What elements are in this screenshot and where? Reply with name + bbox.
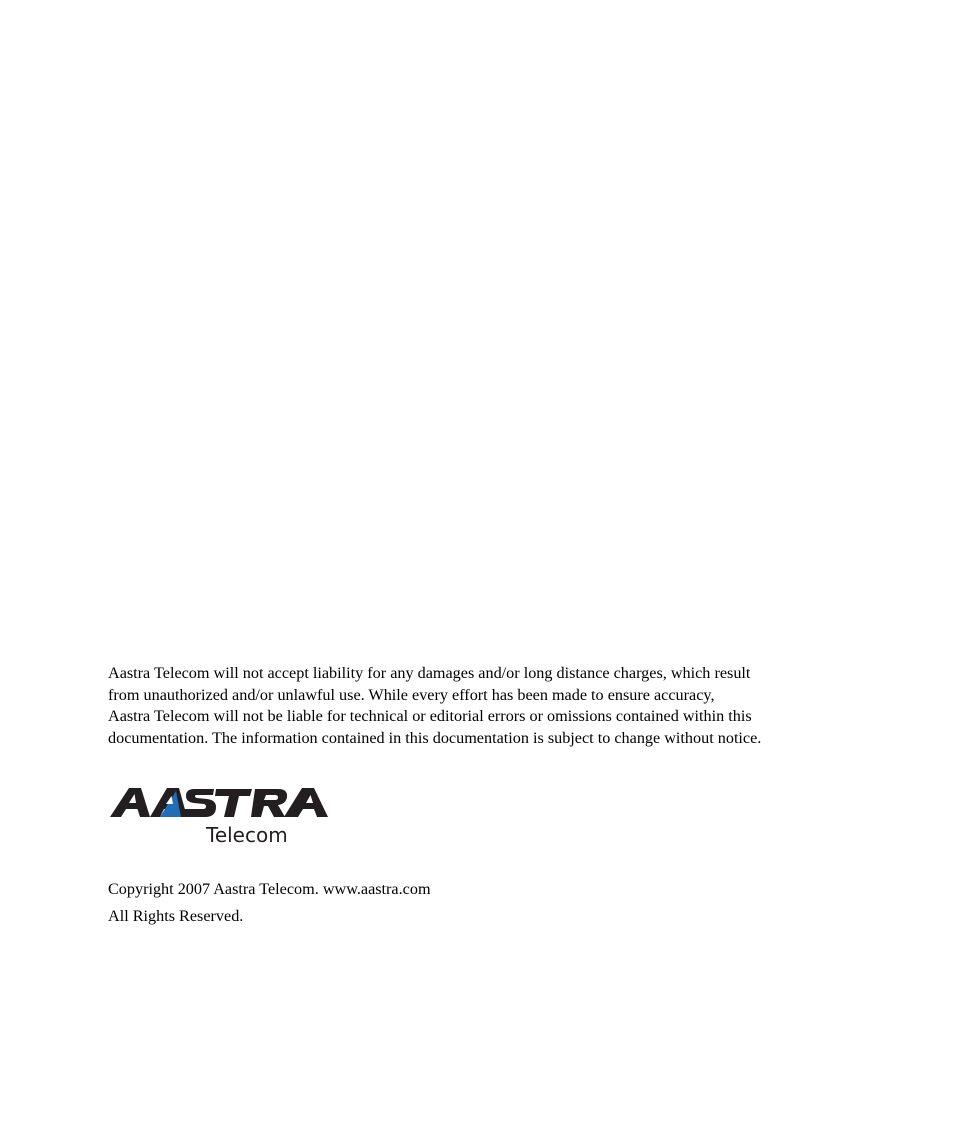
liability-disclaimer bbox=[108, 663, 868, 749]
aastra-telecom-logo bbox=[110, 785, 334, 847]
disclaimer-line: from unauthorized and/or unlawful use. While every effort has been made to ensure accuracy, bbox=[108, 685, 715, 704]
disclaimer-line: documentation. The information contained in this documentation is subject to change without notice. bbox=[108, 728, 762, 747]
logo-letter-a3 bbox=[284, 788, 328, 817]
disclaimer-line: Aastra Telecom will not accept liability for any damages and/or long distance charges, which result bbox=[108, 664, 751, 682]
logo-tagline: Telecom bbox=[206, 823, 288, 847]
rights-line: All Rights Reserved. bbox=[108, 907, 244, 925]
disclaimer-line: Aastra Telecom will not be liable for technical or editorial errors or omissions contained within this bbox=[108, 707, 752, 725]
logo-letter-s bbox=[182, 789, 216, 817]
copyright-notice bbox=[108, 876, 431, 930]
aastra-logo-icon bbox=[110, 785, 334, 847]
logo-letter-t bbox=[215, 789, 252, 817]
logo-letter-r bbox=[251, 789, 287, 817]
copyright-line: Copyright 2007 Aastra Telecom. www.aastra.com bbox=[108, 880, 431, 898]
